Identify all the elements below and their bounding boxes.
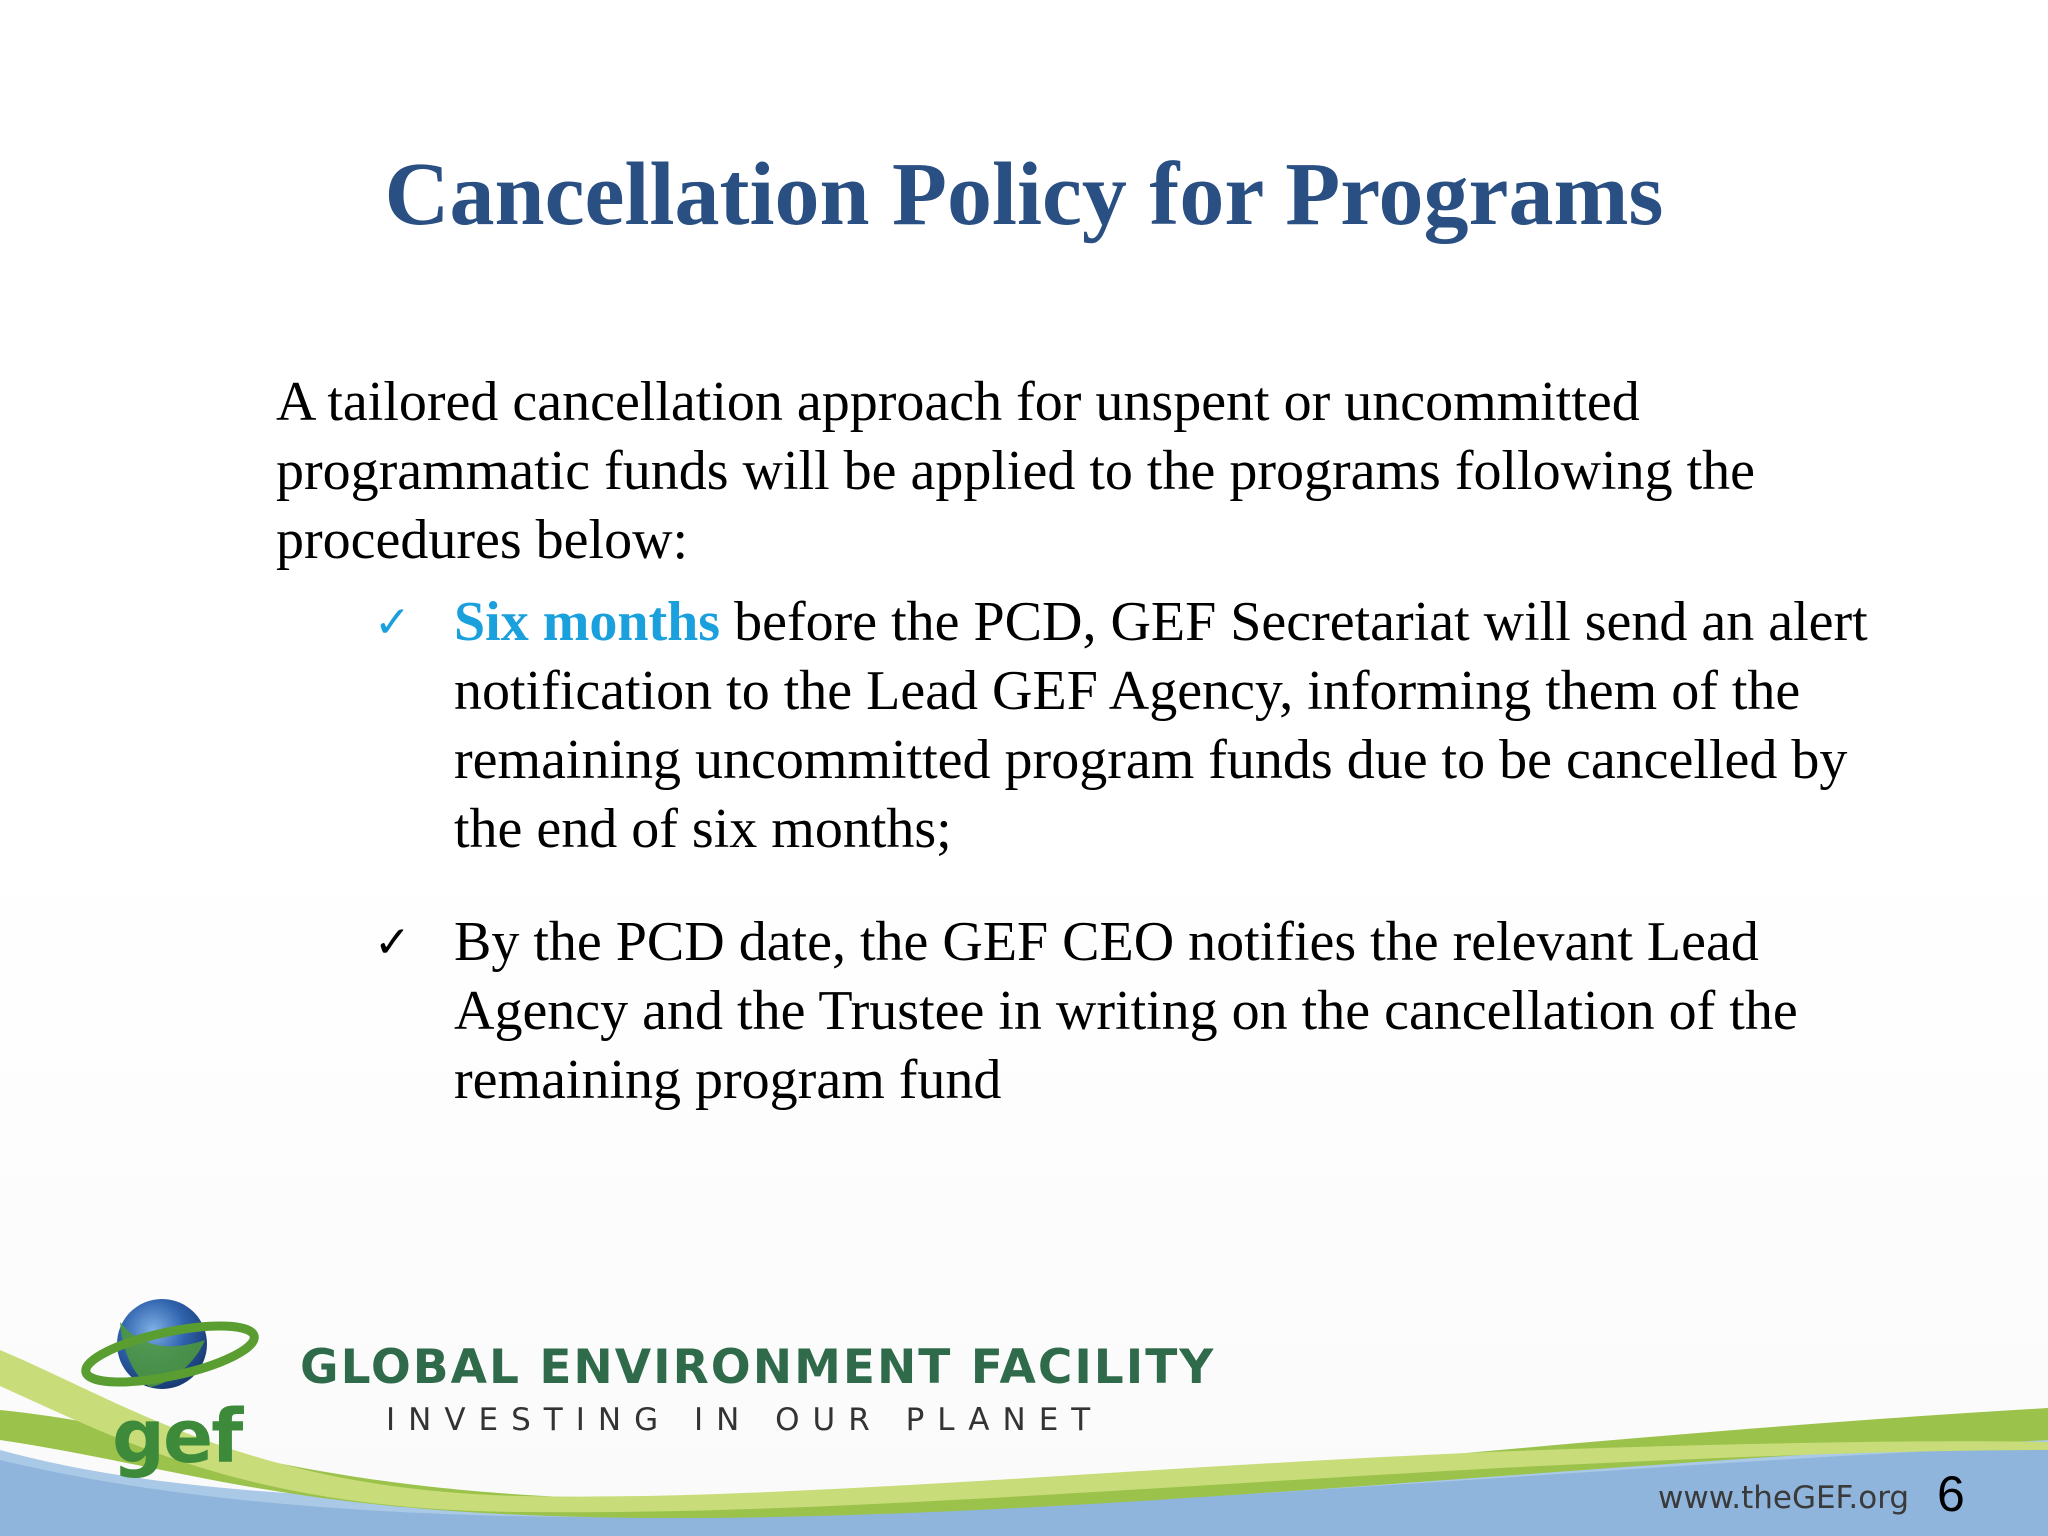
bullet-item xyxy=(374,588,1874,864)
bullet-text: before the PCD, GEF Secretariat will send an alert notification to the Lead GEF Agency, informing them of the remaining uncommitted program funds due to be cancelled by the end of six months; xyxy=(454,591,1868,860)
gef-logo-text: gef xyxy=(112,1394,242,1480)
slide-title: Cancellation Policy for Programs xyxy=(384,145,1664,244)
website-url: www.theGEF.org xyxy=(1658,1480,1910,1516)
checkmark-icon: ✓ xyxy=(374,917,411,968)
checkmark-icon: ✓ xyxy=(374,597,411,648)
bullet-text: By the PCD date, the GEF CEO notifies the relevant Lead Agency and the Trustee in writing on the cancellation of the remaining program fund xyxy=(454,911,1798,1111)
bullet-highlight: Six months xyxy=(454,591,721,653)
page-number: 6 xyxy=(1937,1466,1965,1522)
bullet-item xyxy=(374,908,1874,1115)
intro-paragraph: A tailored cancellation approach for unspent or uncommitted programmatic funds will be applied to the programs following the procedures below: xyxy=(276,371,1755,571)
organization-tagline: INVESTING IN OUR PLANET xyxy=(386,1402,1104,1438)
organization-name: GLOBAL ENVIRONMENT FACILITY xyxy=(300,1340,1216,1395)
